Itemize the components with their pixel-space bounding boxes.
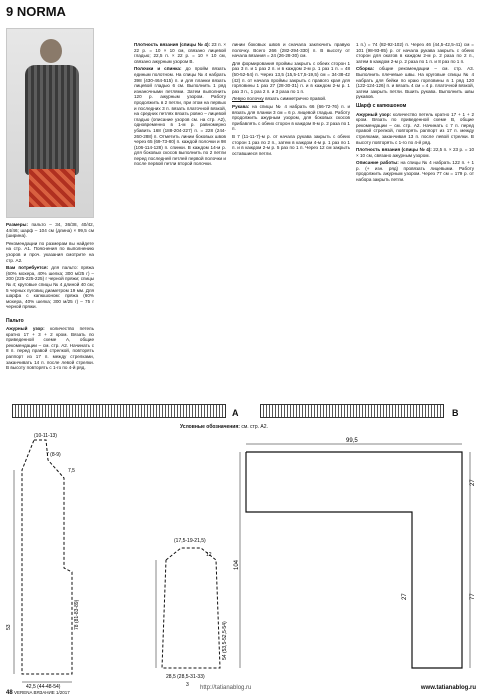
coat-lace-label: Ажурный узор:	[6, 326, 45, 331]
sleeve-cuff-measure: 3	[186, 682, 189, 688]
chart-a-label: A	[232, 408, 239, 418]
scarf-title: Шарф с капюшоном	[356, 102, 407, 109]
density-text: 23 п. × 22 р. = 10 × 10 см, связано лицевой гладью; 22,5 п. × 22 р. = 10 × 10 см, связано ажурным узором В.	[134, 42, 227, 64]
sleeve-height-measure: 54 (53,5-52,5-54)	[222, 621, 228, 660]
model-head	[40, 39, 62, 63]
coat-top-measure: (10-11-13)	[34, 433, 57, 439]
model-skirt	[29, 169, 75, 207]
site-link[interactable]: www.tatianablog.ru	[420, 685, 476, 691]
density-column	[134, 42, 226, 169]
scarf-right-side-measure: 77	[470, 593, 476, 600]
fronts-column	[232, 42, 350, 158]
sleeve-label: Рукава:	[232, 103, 250, 109]
coat-height-left: 53	[6, 624, 12, 630]
sizes-note: Рекомендации по размерам вы найдете на стр. А1. Пояснения по выполнению узоров и проч. указания смотрите на стр. А2.	[6, 240, 94, 263]
sizes-text: пальто – 34, 36/38, 40/42, 44/46; шарф – 104 см (длина) × 99,5 см (ширина).	[6, 222, 94, 239]
density-label: Плотность вязания (спицы № 4):	[134, 42, 211, 47]
stitch-chart-b	[260, 404, 444, 418]
coat-bottom-measure: 42,5 (44-48-54)	[26, 684, 61, 690]
scarf-inner-measure: 27	[402, 593, 408, 600]
materials-label: Вам потребуется:	[6, 265, 49, 271]
stitch-chart-a	[12, 404, 226, 418]
left-front-label: Левую полочку	[232, 96, 264, 102]
magazine-name: VERENA ВЯЗАНИЕ 1/2017	[13, 690, 70, 695]
scarf-top-side-measure: 27	[470, 479, 476, 486]
materials-text: для пальто: пряжа (60% мохера, 40% шелка; 300 м/25 г) – 200 (225-225-225) г черной пряжи; спицы № 4; круговые спицы № 4 длиной 40 см; 5 черных пуговиц диаметром 19 мм. Для шарфа с капюшоном: пряжа (60% мохера, 40% шелка; 300 м/25 г) – 75 г черной пряжи.	[6, 265, 94, 310]
coat-front-outline	[22, 440, 72, 674]
scarf-lace-text: количество петель кратно 17 + 1 + 2 кром. Вязать по приведенной схеме В, общие рекомендации – см. стр. А2. Начинать с 7 п. перед правой стрелкой, повторять раппорт из 17 п. между стрелками, заканчивая 13 п. после левой стрелки. В высоту повторять с 1-го по 4-й ряд.	[356, 111, 474, 145]
sleeve-cap-text: 1 п.) = 74 (82-92-102) п. Через 46 (44,5-42,5-41) см = 101 (98-93-85) р. от начала рукава закрыть с обеих сторон для окатов в каждом 2-м р. 2 раза по 2 п., затем в каждом 2-м р. 2 раза по 1 п. и 8 раз по 1 п.	[356, 42, 474, 64]
coat-schematics	[6, 430, 232, 692]
armhole-text: с обеих сторон 1 раз 3 п. и 1 раз 2 п. и в каждом 2-м р. 1 раз 1 п. = 48 (50-52-54) п. Через 13,5 (15,5-17,5-19,5) см = 34-38-42 (42) п. от начала проймы закрыть с правого края для горловины 1 раз 27 (28-30-31) п. и в каждом 2-м р. 1 раз 3 п., 1 раз 2 п. и 3 раза по 1 п.	[232, 60, 350, 94]
coat-shoulder-measure: 7,5	[68, 468, 75, 474]
legend-label: Условные обозначения:	[180, 424, 240, 430]
sleeve-cap-measure: 12	[206, 552, 212, 558]
coat-lace-column	[6, 326, 94, 373]
fronts-text-1: линии боковых швов и сначала заключить правую полочку. Всего 266 (282-294-330) п. В высоту от начала вязания = 24 (26-28-30) см.	[232, 42, 350, 59]
page-section-heading	[6, 4, 66, 19]
assembly-column	[356, 42, 474, 185]
model-coat	[25, 65, 79, 175]
sleeve-text: на спицы № 4 набрать 66 (66-72-76) п. и вязать для планки 3 см = 6 р. лицевой гладью. Работу продолжить ажурным узором, для боковых скосов прибавлять с обеих сторон в каждом 8-м р. 2 раза по 1 п.	[232, 103, 351, 132]
stitch-charts	[6, 404, 476, 420]
back-text: до пройм вязать единым полотном. На спицы № 4 набрать 398 (430-464-515) п. и для планки вязать лицевой гладью 6 см. Выполнить 1 ряд изнаночными петлями. Затем выполнить 120 р. ажурным узором. Работу продолжить в 2 петли, при этом на первых и последних 3 п. вязать платочной вязкой, на средних петлях вязать ровно – лицевой гладью (описание узоров см. на стр. А2), одновременно в 1-м р. равномерно убавить 168 (188-204-227) п. = 228 (244-260-288) п. Отметить линии боковых швов через 65 (69-73-80) п. каждой полочки и 98 (106-114-128) п. спинки. В каждом 14-м р. для боковых скосов выполнить по 2 петли перед последней петлей первой полочки и после первой петли второй полочки.	[134, 66, 226, 167]
assembly-text: общие рекомендации – см. стр. А3. Выполнить плечевые швы. На круговые спицы № 4 набрать для бейки по краю горловины в 1 ряд 120 (122-124-126) п. и вязать 4 см = 4 р. платочной вязкой, затем закрыть петли. Вшить рукава. Выполнить швы рукавов.	[356, 66, 474, 100]
scarf-density-label: Плотность вязания (спицы № 4):	[356, 147, 432, 153]
sleeve-outline	[162, 548, 220, 668]
scarf-desc-label: Описание работы:	[356, 160, 399, 166]
page-number: 48	[6, 690, 13, 696]
model-photo	[6, 28, 94, 218]
watermark: http://tatianablog.ru	[200, 685, 252, 691]
sleeve-bottom-measure: 28,5 (28,5-31-33)	[166, 674, 205, 680]
sleeve-text-2: В 7 (11-11-7)-м р. от начала рукава закрыть с обеих сторон 1 раз по 2 п., затем в каждом 4-м р. 1 раз по 1 п. и в каждом 2-м р. 5 раз по 1 п. Через 12 см закрыть оставшиеся петли.	[232, 133, 350, 156]
scarf-height-measure: 104	[234, 559, 240, 570]
assembly-label: Сборка:	[356, 66, 375, 72]
scarf-lace-label: Ажурный узор:	[356, 111, 392, 117]
coat-height-mid: 78 (81-83-89)	[74, 599, 80, 630]
sizes-label: Размеры:	[6, 222, 28, 227]
back-label: Полочки и спинка:	[134, 66, 182, 72]
sleeve-top-measure: (17,5-19-21,5)	[174, 538, 206, 544]
scarf-outline	[246, 452, 462, 668]
sizes-column	[6, 222, 94, 312]
legend-text: см. стр. А2.	[241, 424, 268, 430]
scarf-width-measure: 99,5	[346, 438, 358, 444]
coat-lace-text: количество петель кратно 17 + 3 + 2 кром. Вязать по приведенной схеме А, общие рекомендации – см. стр. А2. Начинать с 8 п. перед правой стрелкой, повторять раппорт из 17 п. между стрелками, заканчивать 14 п. после левой стрелки. В высоту повторять с 1-го по 4-й ряд.	[6, 326, 95, 371]
page-footer	[6, 690, 70, 696]
coat-title: Пальто	[6, 318, 24, 324]
left-front-text: вязать симметрично правой.	[265, 96, 327, 102]
armhole-label: Для формирования проймы закрыть	[232, 60, 312, 66]
scarf-desc-text: на спицы № 4 набрать 122 п. + 1 р. (+ изн. ряд) провязать лицевыми. Работу продолжить ажурным узором. Через 77 см = 179 р. от набора закрыть петли.	[356, 160, 474, 183]
section-title: 9 NORMA	[6, 4, 66, 19]
scarf-density-text: 22,5 п. × 23 р. = 10 × 10 см, связано ажурным узором.	[356, 147, 474, 158]
scarf-schematic	[236, 430, 476, 676]
chart-b-label: B	[452, 408, 459, 418]
coat-neck-measure: 7 (8-9)	[46, 452, 61, 458]
